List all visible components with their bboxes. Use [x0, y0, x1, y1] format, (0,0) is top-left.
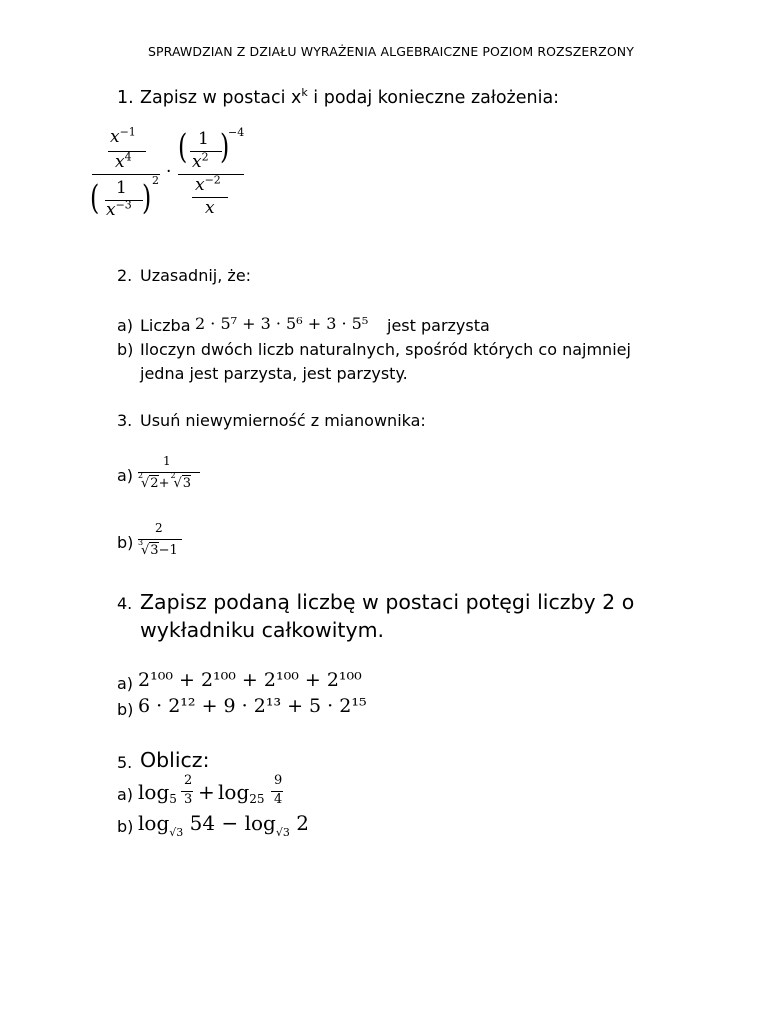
task5-text: Oblicz: — [140, 748, 210, 772]
expr-x-m3: $x^{-3}$ — [106, 198, 132, 220]
expr-dot: · — [166, 162, 172, 182]
task2-a-suffix: jest parzysta — [387, 316, 490, 335]
task3-a-bar — [138, 472, 200, 473]
task1-text-b: i podaj konieczne założenia: — [307, 88, 560, 108]
expr-one-a: 1 — [116, 178, 127, 198]
expr-x-4: $x^4$ — [115, 150, 132, 172]
expr-paren-close: ) — [141, 178, 152, 218]
root-3: 3 √3 — [138, 538, 159, 558]
task4-b-expr: 6 · 2¹² + 9 · 2¹³ + 5 · 2¹⁵ — [138, 695, 367, 717]
expr-x-2: $x^2$ — [192, 150, 209, 172]
task5-a-f1-num: 2 — [184, 773, 193, 788]
expr-one-b: 1 — [198, 129, 209, 149]
task5-b-label: b) — [117, 817, 134, 836]
task2-a-expr: 2 · 5⁷ + 3 · 5⁶ + 3 · 5⁵ — [195, 314, 369, 333]
task4-number: 4. — [117, 594, 133, 613]
task3-b-label: b) — [117, 533, 134, 552]
task4-a-expr: 2¹⁰⁰ + 2¹⁰⁰ + 2¹⁰⁰ + 2¹⁰⁰ — [138, 669, 362, 691]
task4-line1: Zapisz podaną liczbę w postaci potęgi liczby 2 o — [140, 590, 635, 614]
plus: + — [158, 476, 170, 491]
task4-b-label: b) — [117, 700, 134, 719]
task3-a-num: 1 — [163, 454, 171, 468]
task3-b-bar — [138, 539, 182, 540]
task5-a-plus: + — [198, 780, 215, 804]
expr-x-den: x — [205, 198, 215, 218]
task3-b-den: 3 √3−1 — [138, 538, 178, 558]
task5-a-f1-den: 3 — [184, 792, 193, 807]
task2-number: 2. — [117, 266, 133, 285]
task3-text: Usuń niewymierność z mianownika: — [140, 411, 426, 430]
task2-text: Uzasadnij, że: — [140, 266, 252, 285]
expr-paren-open: ( — [89, 178, 100, 218]
task1-number: 1. — [117, 88, 134, 108]
page-header: SPRAWDZIAN Z DZIAŁU WYRAŻENIA ALGEBRAICZNE POZIOM ROZSZERZONY — [148, 44, 634, 59]
expr-exp-m4: −4 — [228, 126, 245, 139]
task3-a-label: a) — [117, 466, 134, 485]
task3-number: 3. — [117, 411, 133, 430]
task5-a-f2-num: 9 — [274, 773, 283, 788]
task5-a-log2: $\log_{25}$ — [218, 780, 265, 806]
task5-a-f2-den: 4 — [274, 792, 283, 807]
expr-x-m1: $x^{-1}$ — [110, 125, 136, 147]
task1-text-sup: k — [301, 86, 308, 100]
task2-a-prefix: Liczba — [140, 316, 191, 335]
task5-a-log1: $\log_5$ — [138, 780, 177, 806]
expr-main-bar-left — [92, 174, 160, 175]
task3-a-den — [138, 471, 192, 491]
root-1: 2 √2 — [138, 471, 159, 491]
task5-number: 5. — [117, 753, 133, 772]
expr-paren-close2: ) — [219, 127, 230, 167]
task1-text-a: Zapisz w postaci x — [140, 88, 302, 108]
task2-b-label: b) — [117, 340, 134, 359]
task2-b-line2: jedna jest parzysta, jest parzysty. — [140, 364, 408, 383]
task3-b-num: 2 — [155, 521, 163, 535]
task2-b-line1: Iloczyn dwóch liczb naturalnych, spośród których co najmniej — [140, 340, 631, 359]
expr-paren-open2: ( — [177, 127, 188, 167]
task2-a-label: a) — [117, 316, 134, 335]
expr-x-m2: $x^{-2}$ — [195, 173, 221, 195]
task1-text — [140, 88, 559, 108]
task4-line2: wykładniku całkowitym. — [140, 618, 385, 642]
expr-exp-2: 2 — [152, 174, 159, 187]
root-2: 2 √3 — [170, 471, 192, 491]
task4-a-label: a) — [117, 674, 134, 693]
task5-b-expr: $\log_{√3} 54 - \log_{√3} 2$ — [138, 811, 309, 839]
task5-a-label: a) — [117, 785, 134, 804]
